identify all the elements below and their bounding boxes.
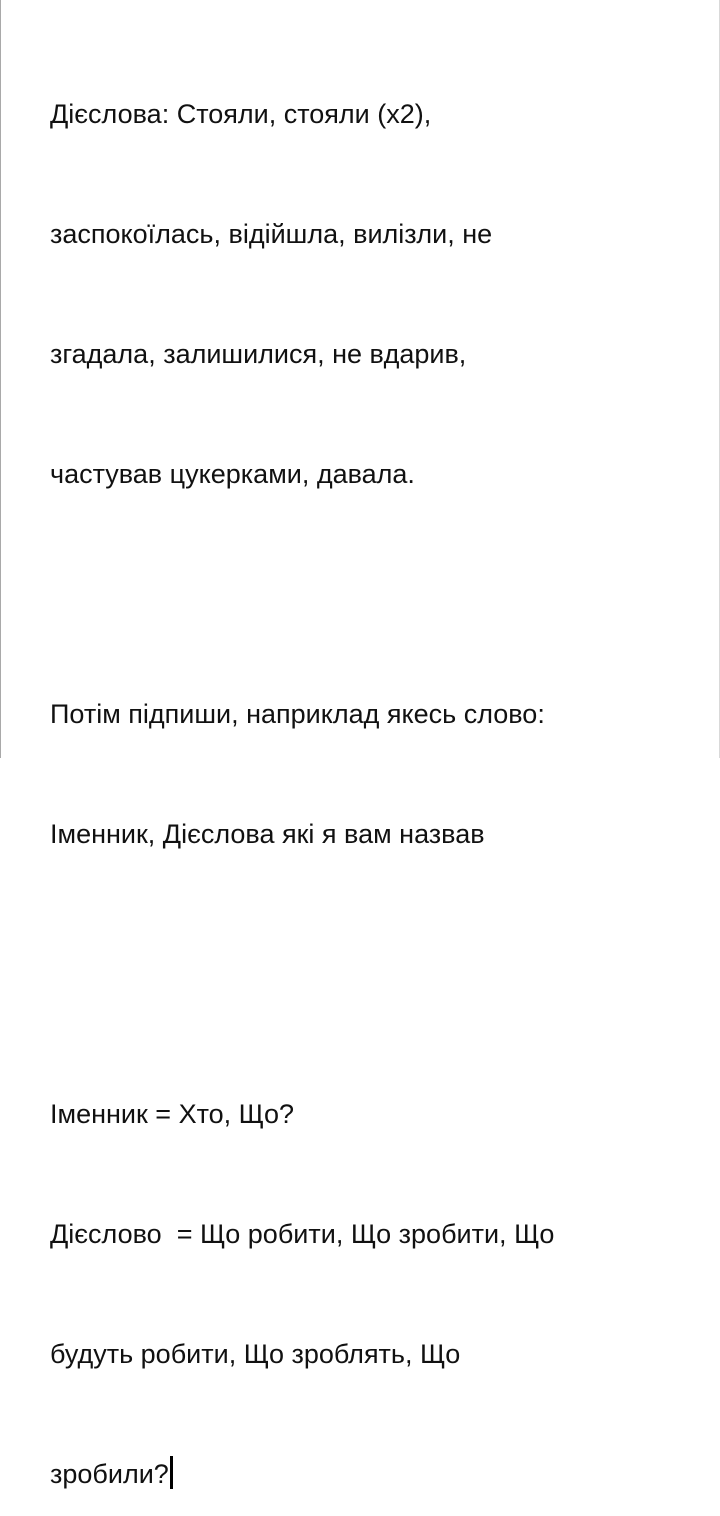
text-line[interactable]: будуть робити, Що зроблять, Що [50,1339,461,1369]
paragraph-verbs-list[interactable] [50,14,690,574]
text-line[interactable]: Дієслово = Що робити, Що зробити, Що [50,1219,555,1249]
text-line-last-content[interactable]: зробили? [50,1459,169,1489]
text-line[interactable]: Потім підпиши, наприклад якесь слово: [50,699,545,729]
text-line[interactable]: частував цукерками, давала. [50,459,415,489]
paragraph-instruction[interactable] [50,614,690,934]
text-editor-area[interactable] [50,14,690,1516]
text-line[interactable]: Іменник = Хто, Що? [50,1099,295,1129]
paragraph-definitions[interactable] [50,1014,690,1516]
text-line[interactable]: заспокоїлась, відійшла, вилізли, не [50,219,493,249]
text-line[interactable]: згадала, залишилися, не вдарив, [50,339,467,369]
text-line[interactable]: Дієслова: Стояли, стояли (х2), [50,99,432,129]
text-line-last[interactable] [50,1454,690,1494]
blank-line[interactable] [50,574,690,614]
text-line[interactable]: Іменник, Дієслова які я вам назвав [50,819,485,849]
blank-lines[interactable] [50,934,690,1014]
text-cursor [170,1456,173,1489]
